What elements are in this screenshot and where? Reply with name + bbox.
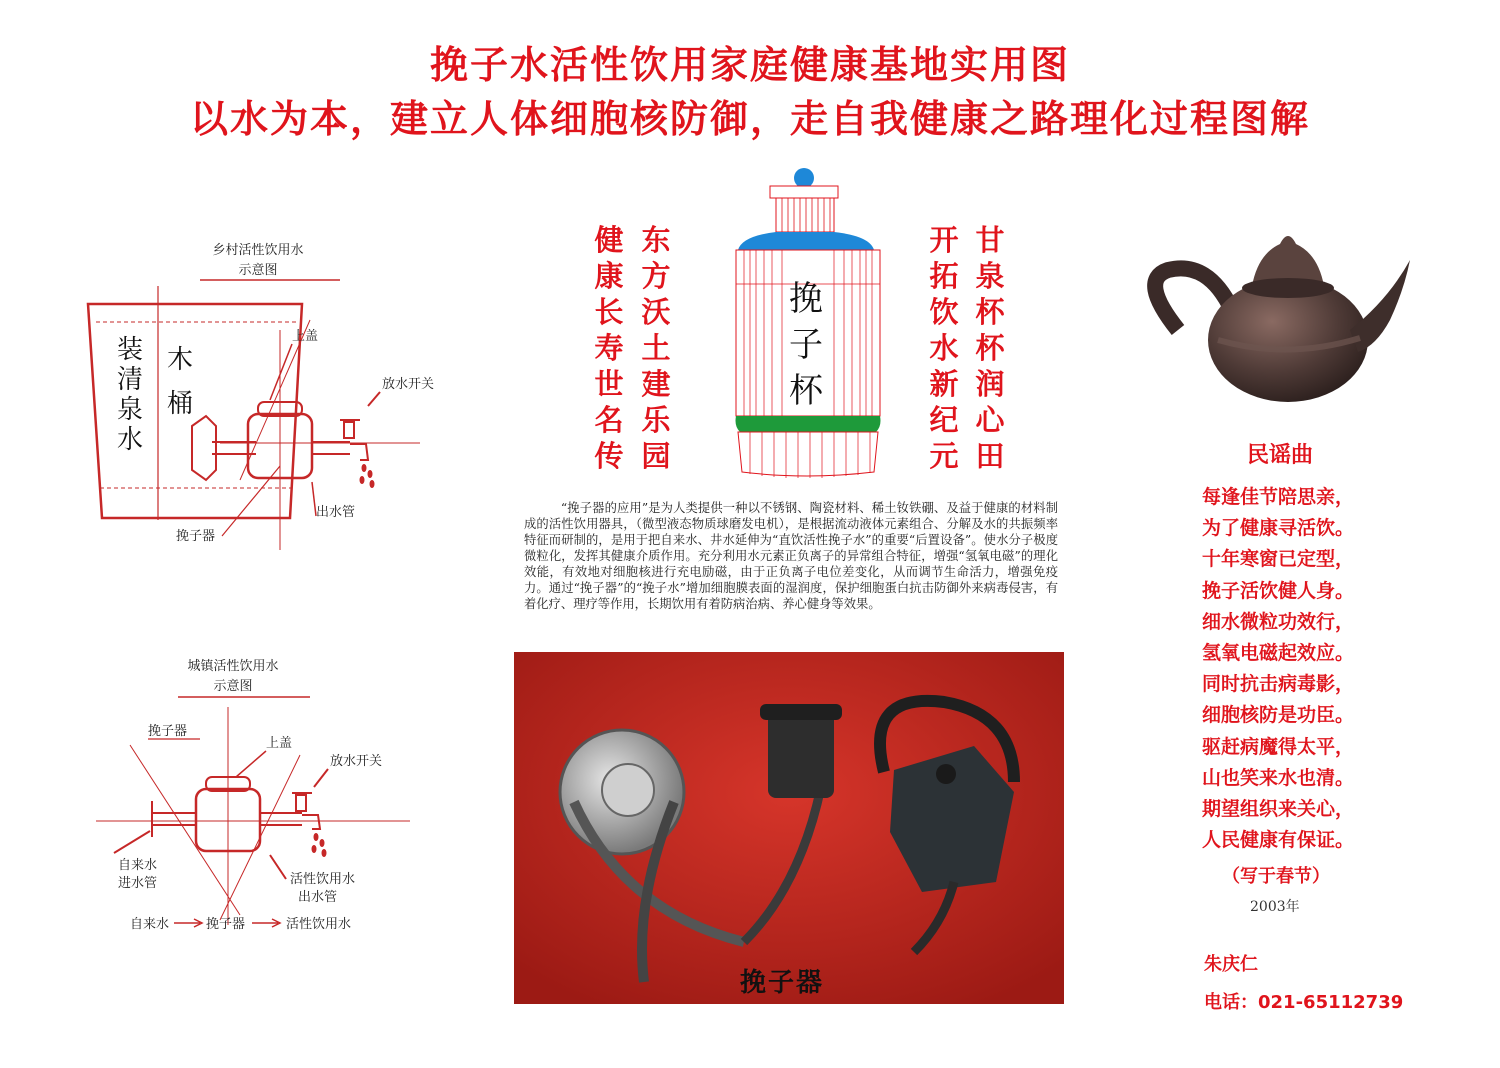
urban-water-drops-icon (312, 833, 327, 857)
poem-char: 心 (975, 403, 1005, 437)
author-name: 朱庆仁 (1204, 954, 1258, 975)
ballad-line: 山也笑来水也清。 (1202, 766, 1355, 789)
teapot-image (1128, 220, 1418, 410)
poem-char: 乐 (641, 403, 671, 437)
product-photo (514, 652, 1064, 1004)
cup-label-2: 子 (789, 325, 823, 365)
poem-char: 饮 (929, 295, 959, 329)
bucket-text-1: 装 (116, 335, 144, 365)
poem-char: 杯 (975, 295, 1005, 329)
poem-char: 建 (641, 367, 671, 401)
poem-char: 泉 (975, 259, 1005, 293)
poem-char: 名 (594, 403, 624, 437)
urban-diagram (90, 655, 420, 940)
ballad-line: 人民健康有保证。 (1202, 829, 1355, 852)
ballad-line: 挽子活饮健人身。 (1202, 579, 1355, 602)
ballad-title: 民谣曲 (1246, 443, 1313, 468)
poem-char: 土 (641, 331, 671, 365)
ballad-line: 每逢佳节陪思亲， (1202, 486, 1355, 508)
tap-label: 放水开关 (382, 377, 435, 392)
outlet-label: 出水管 (316, 505, 356, 520)
outlet-label-1: 活性饮用水 (290, 872, 356, 887)
poem-left-col1 (591, 222, 627, 474)
flow-step-1: 自来水 (130, 917, 170, 932)
cup-label-1: 挽 (789, 279, 823, 319)
photo-label: 挽子器 (740, 968, 825, 998)
poem-char: 新 (929, 367, 959, 401)
ballad-line: 氢氧电磁起效应。 (1202, 642, 1355, 665)
ballad-line: 期望组织来关心， (1202, 798, 1355, 821)
poem-char: 拓 (929, 259, 959, 293)
poem-char: 方 (641, 259, 671, 293)
rural-diagram-title: 乡村活性饮用水 (212, 243, 304, 258)
water-drops-icon (360, 464, 375, 488)
year-text: 2003年 (1250, 899, 1300, 915)
rural-diagram-subtitle: 示意图 (238, 263, 278, 278)
poem-char: 传 (594, 439, 624, 473)
bucket-text-3: 泉 (116, 395, 144, 425)
ballad-line: 细胞核防是功臣。 (1202, 704, 1355, 727)
poem-char: 水 (929, 331, 959, 365)
written-note: （写于春节） (1222, 866, 1330, 887)
product-description: “挽子器的应用”是为人类提供一种以不锈钢、陶瓷材料、稀土钕铁硼、及益于健康的材料制成的活性饮用器具，（微型液态物质球磨发电机），是根据流动液体元素组合、分解及水的共振频率特征而研制的，是用于把自来水、井水延伸为“直饮活性挽子水”的重要“后置设备”。使水分子极度微粒化，发挥其健康介质作用。充分利用水元素正负离子的异常组合特征，增强“氢氧电磁”的理化效能，有效地对细胞核进行充电励磁，由于正负离子电位差变化，从而调节生命活力，增强免疫力。通过“挽子器”的“挽子水”增加细胞膜表面的湿润度，保护细胞蛋白抗击防御外来病毒侵害，有着化疗、理疗等作用，长期饮用有着防病治病、养心健身等效果。 (524, 501, 1058, 611)
flow-step-3: 活性饮用水 (286, 917, 352, 932)
page-title: 挽子水活性饮用家庭健康基地实用图 (429, 43, 1070, 87)
poem-right-col1 (926, 222, 962, 474)
black-cylinder-icon (768, 712, 834, 798)
rural-diagram (80, 230, 440, 560)
urban-lid-label: 上盖 (266, 736, 293, 751)
urban-tap-icon (296, 795, 306, 811)
ballad-lines (1202, 482, 1354, 856)
poem-char: 开 (929, 223, 959, 257)
poem-char: 润 (975, 367, 1005, 401)
poem-char: 寿 (594, 331, 624, 365)
bucket-text-4: 水 (116, 425, 144, 455)
phone-number: 电话：021-65112739 (1204, 992, 1404, 1013)
bucket-label-2: 桶 (166, 389, 194, 419)
ballad-line: 细水微粒功效行， (1202, 610, 1355, 633)
poem-char: 甘 (975, 223, 1005, 257)
poem-char: 园 (641, 439, 671, 473)
page-subtitle: 以水为本，建立人体细胞核防御，走自我健康之路理化过程图解 (189, 97, 1310, 141)
inlet-label-2: 进水管 (118, 876, 158, 891)
poem-char: 健 (594, 223, 624, 257)
urban-tap-label: 放水开关 (330, 754, 383, 769)
poem-char: 沃 (641, 295, 671, 329)
poem-char: 杯 (975, 331, 1005, 365)
poem-char: 田 (975, 439, 1005, 473)
bucket-label-1: 木 (166, 345, 194, 375)
outlet-label-2: 出水管 (298, 890, 338, 905)
ballad-line: 为了健康寻活饮。 (1202, 517, 1355, 540)
ballad-line: 驱赶病魔得太平， (1202, 735, 1355, 758)
poem-char: 长 (594, 295, 624, 329)
poem-char: 纪 (929, 403, 959, 437)
poem-right-col2 (972, 222, 1008, 474)
ballad-line: 十年寒窗已定型， (1202, 548, 1355, 571)
device-label: 挽子器 (176, 529, 216, 544)
poem-char: 世 (594, 367, 624, 401)
poem-char: 东 (641, 223, 671, 257)
cup-illustration (726, 164, 890, 482)
poem-char: 元 (929, 439, 959, 473)
ballad-line: 同时抗击病毒影， (1202, 673, 1355, 696)
urban-diagram-subtitle: 示意图 (213, 679, 253, 694)
tap-icon (344, 422, 354, 438)
bucket-text-2: 清 (116, 365, 144, 395)
lid-label: 上盖 (292, 329, 319, 344)
poem-left-col2 (638, 222, 674, 474)
flow-step-2: 挽子器 (206, 917, 246, 932)
cup-label-3: 杯 (789, 371, 823, 411)
urban-device-label: 挽子器 (148, 724, 188, 739)
poem-char: 康 (594, 259, 624, 293)
urban-diagram-title: 城镇活性饮用水 (187, 659, 279, 674)
inlet-label-1: 自来水 (118, 858, 158, 873)
